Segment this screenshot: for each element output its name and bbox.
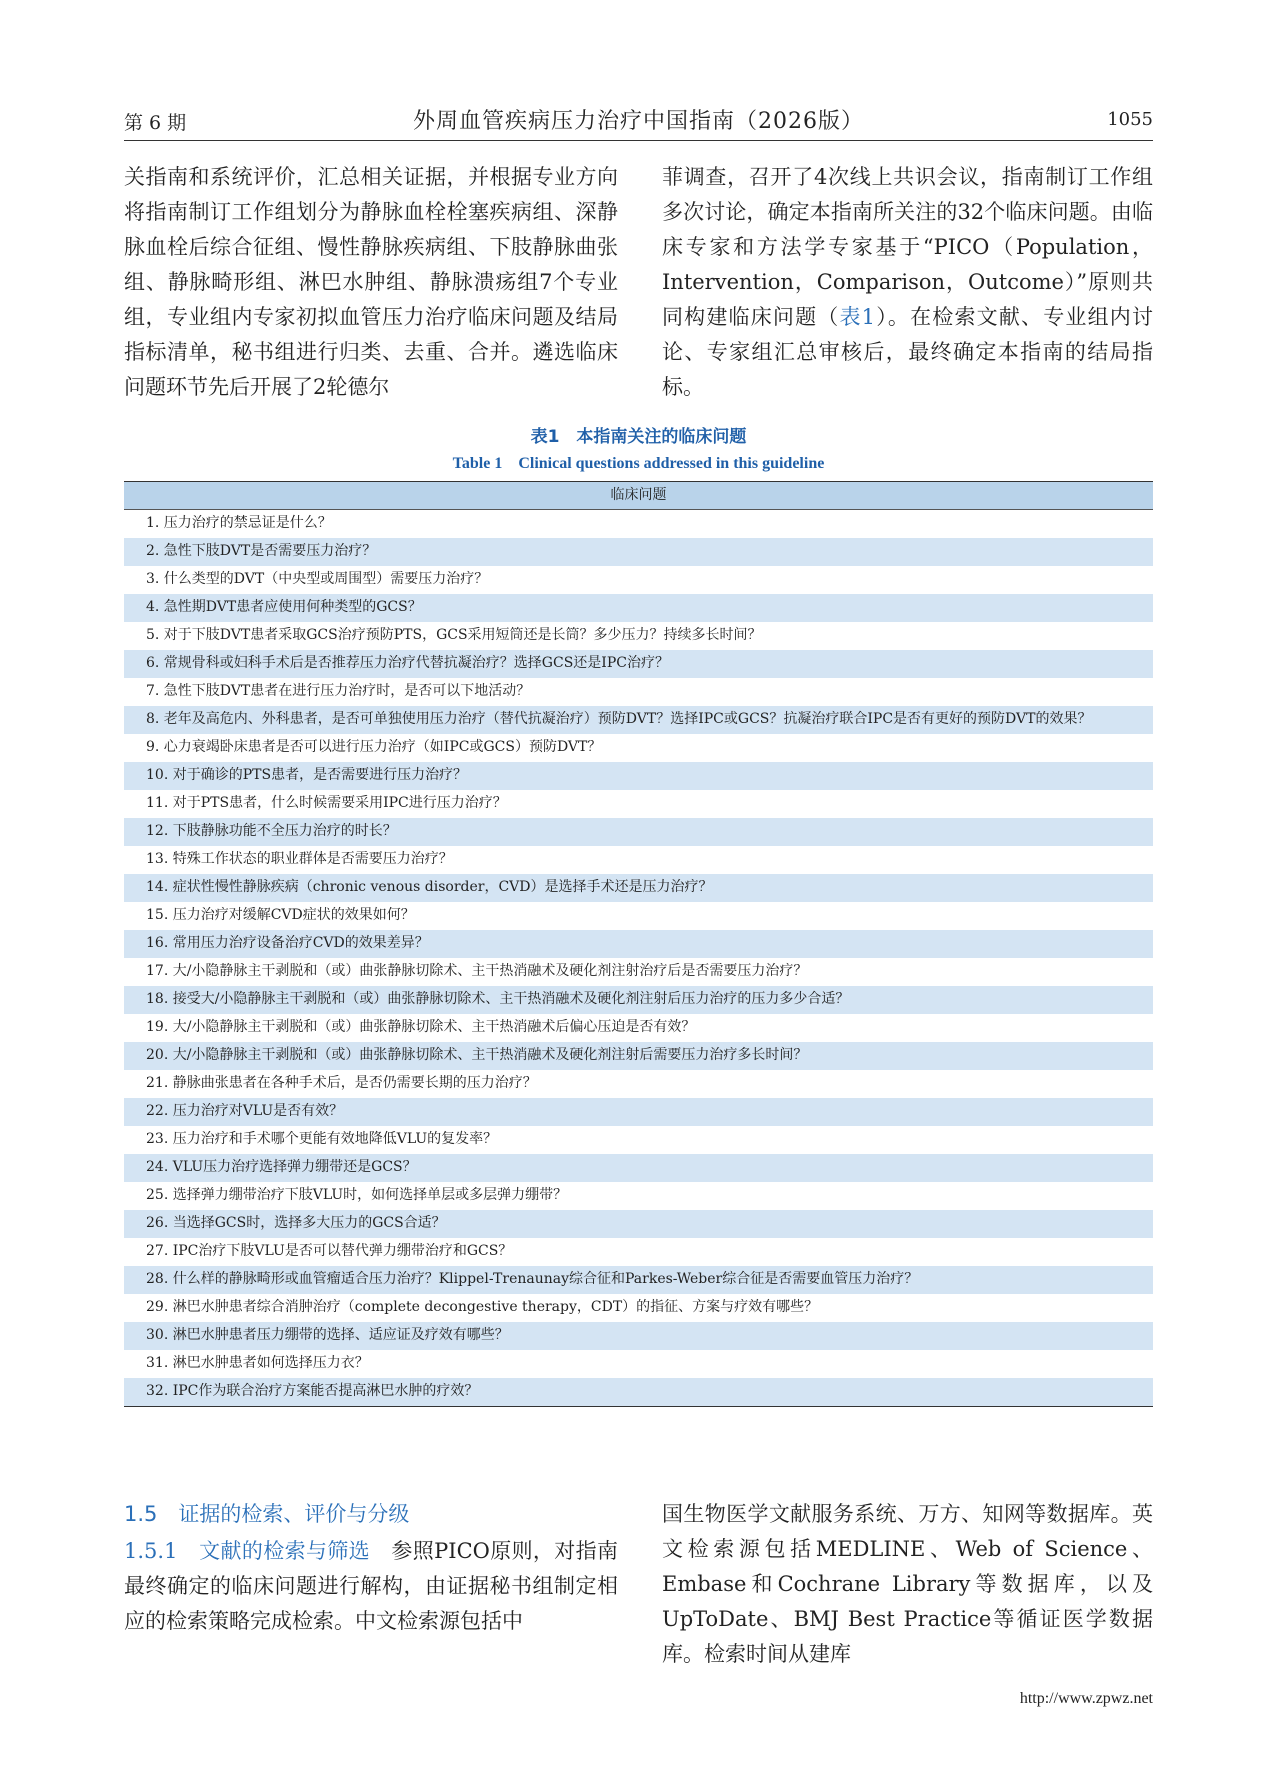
body-column-left-bottom <box>124 1497 618 1639</box>
table-row <box>124 622 1153 650</box>
table-row <box>124 1294 1153 1322</box>
table-row <box>124 1210 1153 1238</box>
clinical-questions-table <box>124 481 1153 1407</box>
clinical-question-text: 28. 什么样的静脉畸形或血管瘤适合压力治疗？Klippel-Trenaunay综合征和Parkes-Weber综合征是否需要血管压力治疗？ <box>146 1271 919 1287</box>
clinical-question-text: 25. 选择弹力绷带治疗下肢VLU时，如何选择单层或多层弹力绷带？ <box>146 1187 568 1203</box>
page-number: 1055 <box>1107 109 1153 130</box>
table-row <box>124 678 1153 706</box>
table-row <box>124 1070 1153 1098</box>
table-row <box>124 1014 1153 1042</box>
table-row <box>124 1378 1153 1406</box>
table-row <box>124 1182 1153 1210</box>
clinical-question-text: 19. 大/小隐静脉主干剥脱和（或）曲张静脉切除术、主干热消融术后偏心压迫是否有效？ <box>146 1019 696 1035</box>
table-reference-link[interactable]: 表1 <box>839 305 876 329</box>
table-row <box>124 1322 1153 1350</box>
body-column-left-top <box>124 160 618 405</box>
clinical-question-text: 14. 症状性慢性静脉疾病（chronic venous disorder，CVD）是选择手术还是压力治疗？ <box>146 879 713 895</box>
clinical-question-text: 15. 压力治疗对缓解CVD症状的效果如何？ <box>146 907 415 923</box>
table-row <box>124 846 1153 874</box>
clinical-question-text: 23. 压力治疗和手术哪个更能有效地降低VLU的复发率？ <box>146 1131 498 1147</box>
table-row <box>124 818 1153 846</box>
clinical-question-text: 1. 压力治疗的禁忌证是什么？ <box>146 515 332 531</box>
clinical-question-text: 31. 淋巴水肿患者如何选择压力衣？ <box>146 1355 369 1371</box>
table-row <box>124 1098 1153 1126</box>
clinical-question-text: 20. 大/小隐静脉主干剥脱和（或）曲张静脉切除术、主干热消融术及硬化剂注射后需要压力治疗多长时间？ <box>146 1047 808 1063</box>
table-row <box>124 874 1153 902</box>
table-row <box>124 1126 1153 1154</box>
running-header <box>124 104 1153 141</box>
table-row <box>124 986 1153 1014</box>
table-row <box>124 930 1153 958</box>
body-text-before-ref: 菲调查，召开了4次线上共识会议，指南制订工作组多次讨论，确定本指南所关注的32个临床问题。由临床专家和方法学专家基于“PICO（Population，Intervention，Comparison，Outcome）”原则共同构建临床问题（ <box>662 165 1153 329</box>
body-column-right-top <box>662 160 1153 405</box>
table-row <box>124 762 1153 790</box>
table-row <box>124 706 1153 734</box>
issue-label: 第 6 期 <box>124 112 187 134</box>
table-row <box>124 650 1153 678</box>
table-row <box>124 538 1153 566</box>
journal-title: 外周血管疾病压力治疗中国指南（2026版） <box>413 109 864 134</box>
table-row <box>124 790 1153 818</box>
clinical-question-text: 4. 急性期DVT患者应使用何种类型的GCS？ <box>146 599 422 615</box>
clinical-question-text: 16. 常用压力治疗设备治疗CVD的效果差异？ <box>146 935 429 951</box>
clinical-question-text: 13. 特殊工作状态的职业群体是否需要压力治疗？ <box>146 851 453 867</box>
table-row <box>124 1042 1153 1070</box>
body-column-right-bottom <box>662 1497 1153 1672</box>
section-heading: 1.5 证据的检索、评价与分级 <box>124 1502 410 1526</box>
table-body <box>124 510 1153 1406</box>
clinical-question-text: 8. 老年及高危内、外科患者，是否可单独使用压力治疗（替代抗凝治疗）预防DVT？选择IPC或GCS？抗凝治疗联合IPC是否有更好的预防DVT的效果？ <box>146 711 1092 727</box>
table-row <box>124 1350 1153 1378</box>
subsection-heading: 1.5.1 文献的检索与筛选 <box>124 1539 371 1563</box>
table-caption-chinese: 表1 本指南关注的临床问题 <box>530 427 747 447</box>
body-paragraph: 关指南和系统评价，汇总相关证据，并根据专业方向将指南制订工作组划分为静脉血栓栓塞疾病组、深静脉血栓后综合征组、慢性静脉疾病组、下肢静脉曲张组、静脉畸形组、淋巴水肿组、静脉溃疡组7个专业组，专业组内专家初拟血管压力治疗临床问题及结局指标清单，秘书组进行归类、去重、合并。遴选临床问题环节先后开展了2轮德尔 <box>124 165 618 399</box>
clinical-question-text: 26. 当选择GCS时，选择多大压力的GCS合适？ <box>146 1215 446 1231</box>
clinical-question-text: 3. 什么类型的DVT（中央型或周围型）需要压力治疗？ <box>146 571 489 587</box>
footer-url[interactable]: http://www.zpwz.net <box>1019 1690 1153 1707</box>
table-row <box>124 510 1153 538</box>
table-row <box>124 566 1153 594</box>
table-row <box>124 1266 1153 1294</box>
table-row <box>124 902 1153 930</box>
table-row <box>124 1238 1153 1266</box>
clinical-question-text: 2. 急性下肢DVT是否需要压力治疗？ <box>146 543 377 559</box>
clinical-question-text: 5. 对于下肢DVT患者采取GCS治疗预防PTS，GCS采用短筒还是长筒？多少压力？持续多长时间？ <box>146 627 762 643</box>
section-text-left: 参照PICO原则，对指南最终确定的临床问题进行解构，由证据秘书组制定相应的检索策略完成检索。中文检索源包括中 <box>124 1539 619 1633</box>
body-text-after-ref: ）。在检索文献、专业组内讨论、专家组汇总审核后，最终确定本指南的结局指标。 <box>662 305 1153 399</box>
clinical-question-text: 6. 常规骨科或妇科手术后是否推荐压力治疗代替抗凝治疗？选择GCS还是IPC治疗？ <box>146 655 669 671</box>
clinical-question-text: 9. 心力衰竭卧床患者是否可以进行压力治疗（如IPC或GCS）预防DVT？ <box>146 739 602 755</box>
clinical-question-text: 27. IPC治疗下肢VLU是否可以替代弹力绷带治疗和GCS？ <box>146 1243 513 1259</box>
clinical-question-text: 21. 静脉曲张患者在各种手术后，是否仍需要长期的压力治疗？ <box>146 1075 537 1091</box>
table-row <box>124 1154 1153 1182</box>
clinical-question-text: 11. 对于PTS患者，什么时候需要采用IPC进行压力治疗？ <box>146 795 507 811</box>
table-column-header: 临床问题 <box>124 482 1153 510</box>
table-row <box>124 594 1153 622</box>
clinical-question-text: 17. 大/小隐静脉主干剥脱和（或）曲张静脉切除术、主干热消融术及硬化剂注射治疗后是否需要压力治疗？ <box>146 963 808 979</box>
clinical-question-text: 12. 下肢静脉功能不全压力治疗的时长？ <box>146 823 397 839</box>
section-heading-line <box>124 1497 618 1532</box>
clinical-question-text: 30. 淋巴水肿患者压力绷带的选择、适应证及疗效有哪些？ <box>146 1327 509 1343</box>
clinical-question-text: 10. 对于确诊的PTS患者，是否需要进行压力治疗？ <box>146 767 468 783</box>
clinical-question-text: 18. 接受大/小隐静脉主干剥脱和（或）曲张静脉切除术、主干热消融术及硬化剂注射后压力治疗的压力多少合适？ <box>146 991 850 1007</box>
clinical-question-text: 32. IPC作为联合治疗方案能否提高淋巴水肿的疗效？ <box>146 1383 479 1399</box>
section-paragraph <box>124 1534 618 1639</box>
clinical-question-text: 24. VLU压力治疗选择弹力绷带还是GCS？ <box>146 1159 417 1175</box>
table-caption-english: Table 1 Clinical questions addressed in this guideline <box>452 455 825 472</box>
clinical-question-text: 22. 压力治疗对VLU是否有效？ <box>146 1103 344 1119</box>
clinical-question-text: 7. 急性下肢DVT患者在进行压力治疗时，是否可以下地活动？ <box>146 683 531 699</box>
body-paragraph <box>662 160 1153 405</box>
clinical-question-text: 29. 淋巴水肿患者综合消肿治疗（complete decongestive therapy，CDT）的指征、方案与疗效有哪些？ <box>146 1299 819 1315</box>
table-row <box>124 734 1153 762</box>
section-text-right: 国生物医学文献服务系统、万方、知网等数据库。英文检索源包括MEDLINE、Web of Science、Embase和Cochrane Library等数据库，以及UpToDate、BMJ Best Practice等循证医学数据库。检索时间从建库 <box>662 1502 1153 1666</box>
table-row <box>124 958 1153 986</box>
